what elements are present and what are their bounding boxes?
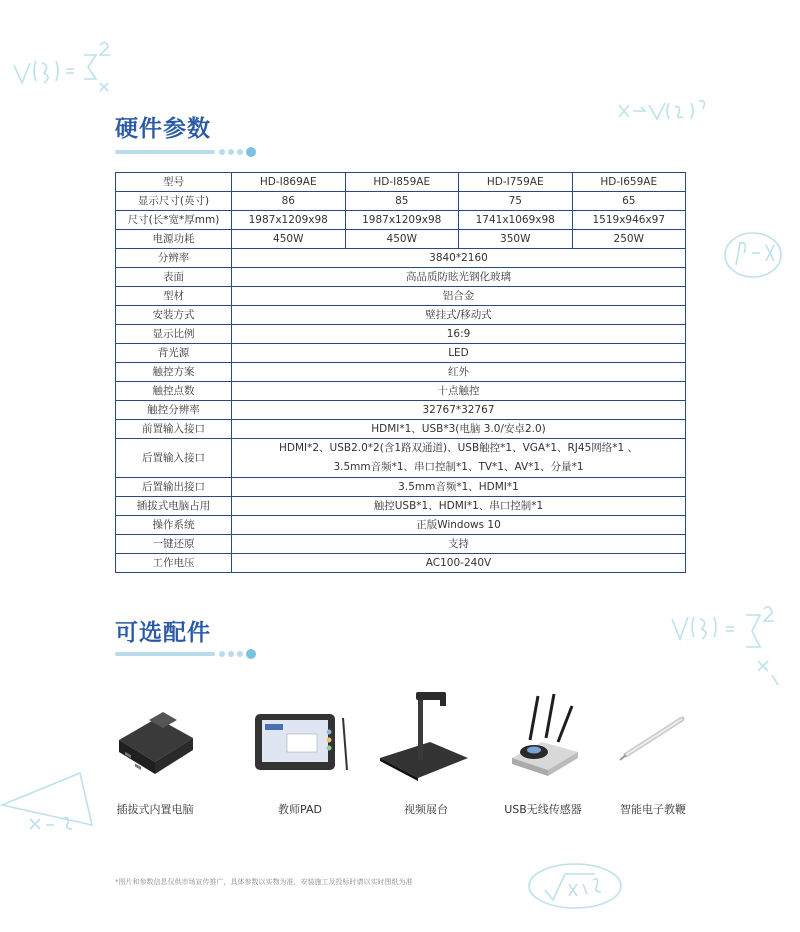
row-label: 型材 xyxy=(116,287,232,306)
math-doodle-right xyxy=(718,225,788,285)
model-value-cell: 65 xyxy=(572,192,686,211)
model-header-cell: HD-I869AE xyxy=(232,173,346,192)
table-row-rear-input xyxy=(116,439,686,478)
row-label: 显示尺寸(英寸) xyxy=(116,192,232,211)
shared-value-cell: 触控USB*1、HDMI*1、串口控制*1 xyxy=(232,497,686,516)
model-value-cell: 1741x1069x98 xyxy=(459,211,573,230)
smart-pointer-icon xyxy=(616,715,688,763)
row-label: 电源功耗 xyxy=(116,230,232,249)
shared-value-cell: 3.5mm音频*1、HDMI*1 xyxy=(232,478,686,497)
row-label: 分辨率 xyxy=(116,249,232,268)
row-label: 插拔式电脑占用 xyxy=(116,497,232,516)
accessory-label-ops-computer: 插拔式内置电脑 xyxy=(116,803,194,816)
hardware-spec-table xyxy=(115,172,686,573)
math-doodle-mid-right xyxy=(668,605,788,690)
table-row xyxy=(116,268,686,287)
shared-value-cell: LED xyxy=(232,344,686,363)
row-label: 尺寸(长*宽*厚mm) xyxy=(116,211,232,230)
accessories-section-title: 可选配件 xyxy=(115,620,211,646)
table-row xyxy=(116,401,686,420)
accessory-label-document-camera: 视频展台 xyxy=(404,803,448,816)
model-value-cell: 250W xyxy=(572,230,686,249)
shared-value-cell: 正版Windows 10 xyxy=(232,516,686,535)
table-row xyxy=(116,249,686,268)
model-value-cell: 1987x1209x98 xyxy=(232,211,346,230)
table-row xyxy=(116,420,686,439)
row-label: 后置输入接口 xyxy=(116,439,232,478)
row-label: 操作系统 xyxy=(116,516,232,535)
table-row xyxy=(116,230,686,249)
document-camera-icon xyxy=(378,686,470,781)
accessory-label-smart-pointer: 智能电子教鞭 xyxy=(620,803,686,816)
geometry-doodle-left xyxy=(0,735,110,835)
row-label: 安装方式 xyxy=(116,306,232,325)
row-label: 工作电压 xyxy=(116,554,232,573)
row-label: 触控分辨率 xyxy=(116,401,232,420)
table-row xyxy=(116,325,686,344)
row-label: 后置输出接口 xyxy=(116,478,232,497)
shared-value-cell xyxy=(232,439,686,478)
disclaimer-footnote: *图片和参数信息仅供市场宣传推广，具体参数以实物为准，安装施工及投标时请以实时图纸为准 xyxy=(115,878,413,886)
shared-value-cell: 32767*32767 xyxy=(232,401,686,420)
table-row xyxy=(116,344,686,363)
table-row xyxy=(116,211,686,230)
math-doodle-top-right xyxy=(615,95,725,140)
rear-input-line-1: HDMI*2、USB2.0*2(含1路双通道)、USB触控*1、VGA*1、RJ45网络*1 、 xyxy=(278,442,639,454)
math-doodle-bottom-right xyxy=(525,860,625,910)
shared-value-cell: 高品质防眩光钢化玻璃 xyxy=(232,268,686,287)
table-row xyxy=(116,192,686,211)
table-row xyxy=(116,382,686,401)
table-row xyxy=(116,363,686,382)
model-value-cell: 75 xyxy=(459,192,573,211)
table-row xyxy=(116,516,686,535)
table-header-row xyxy=(116,173,686,192)
table-row xyxy=(116,535,686,554)
shared-value-cell: AC100-240V xyxy=(232,554,686,573)
model-value-cell: 350W xyxy=(459,230,573,249)
model-value-cell: 1987x1209x98 xyxy=(345,211,459,230)
shared-value-cell: 16:9 xyxy=(232,325,686,344)
shared-value-cell: HDMI*1、USB*3(电脑 3.0/安卓2.0) xyxy=(232,420,686,439)
hardware-section-title: 硬件参数 xyxy=(115,116,211,142)
row-label: 前置输入接口 xyxy=(116,420,232,439)
shared-value-cell: 3840*2160 xyxy=(232,249,686,268)
row-label: 触控点数 xyxy=(116,382,232,401)
model-value-cell: 450W xyxy=(232,230,346,249)
shared-value-cell: 壁挂式/移动式 xyxy=(232,306,686,325)
table-row xyxy=(116,478,686,497)
teacher-pad-icon xyxy=(253,712,353,774)
shared-value-cell: 十点触控 xyxy=(232,382,686,401)
row-label: 背光源 xyxy=(116,344,232,363)
table-row xyxy=(116,287,686,306)
model-value-cell: 85 xyxy=(345,192,459,211)
model-header-cell: HD-I659AE xyxy=(572,173,686,192)
model-header-cell: HD-I759AE xyxy=(459,173,573,192)
rear-input-line-2: 3.5mm音频*1、串口控制*1、TV*1、AV*1、分量*1 xyxy=(333,461,584,473)
row-label: 一键还原 xyxy=(116,535,232,554)
usb-wireless-sensor-icon xyxy=(508,690,583,780)
row-label: 触控方案 xyxy=(116,363,232,382)
math-doodle-top-left xyxy=(0,25,130,95)
row-label: 表面 xyxy=(116,268,232,287)
shared-value-cell: 红外 xyxy=(232,363,686,382)
accessory-label-usb-sensor: USB无线传感器 xyxy=(504,803,582,816)
shared-value-cell: 铝合金 xyxy=(232,287,686,306)
row-label: 型号 xyxy=(116,173,232,192)
shared-value-cell: 支持 xyxy=(232,535,686,554)
ops-computer-icon xyxy=(115,700,195,775)
model-header-cell: HD-I859AE xyxy=(345,173,459,192)
accessory-label-teacher-pad: 教师PAD xyxy=(278,803,322,816)
model-value-cell: 1519x946x97 xyxy=(572,211,686,230)
table-row xyxy=(116,306,686,325)
table-row xyxy=(116,497,686,516)
table-row xyxy=(116,554,686,573)
model-value-cell: 450W xyxy=(345,230,459,249)
model-value-cell: 86 xyxy=(232,192,346,211)
row-label: 显示比例 xyxy=(116,325,232,344)
